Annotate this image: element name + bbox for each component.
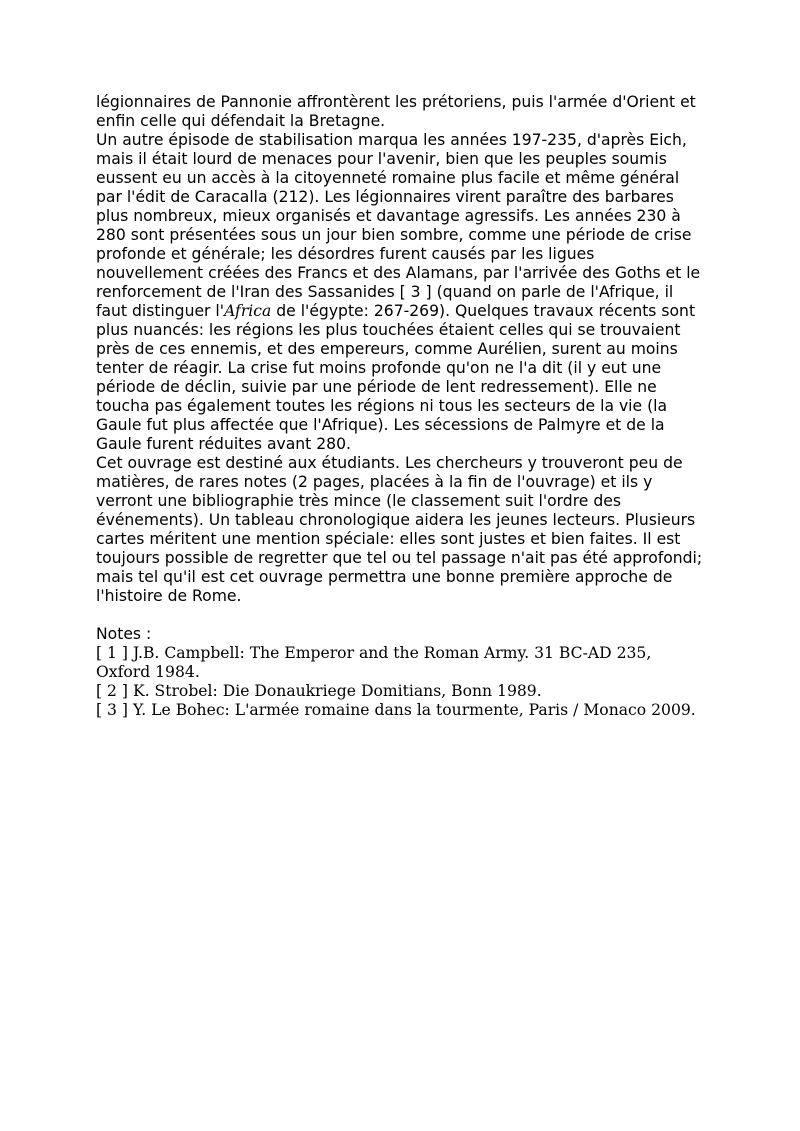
notes-section: [96, 625, 706, 720]
paragraph-2-text: Un autre épisode de stabilisation marqua les années 197-235, d'après Eich, mais il était lourd de menaces pour l'avenir, bien que les peuples soumis eussent eu un accès à la citoyenneté romaine plus facile et même général par l'édit de Caracalla (212). Les légionnaires virent paraître des barbares plus nombreux, mieux organisés et davantage agressifs. Les années 230 à 280 sont présentées sous un jour bien sombre, comme une période de crise profonde et générale; les désordres furent causés par les ligues nouvellement créées des Francs et des Alamans, par l'arrivée des Goths et le renforcement de l'Iran des Sassanides [ 3 ] (quand on parle de l'Afrique, il faut distinguer l': [96, 131, 701, 320]
paragraph-2-rest: de l'égypte: 267-269). Quelques travaux récents sont plus nuancés: les régions les plus touchées étaient celles qui se trouvaient près de ces ennemis, et des empereurs, comme Aurélien, surent au moins tenter de réagir. La crise fut moins profonde qu'on ne l'a dit (il y eut une période de déclin, suivie par une période de lent redressement). Elle ne toucha pas également toutes les régions ni tous les secteurs de la vie (la Gaule fut plus affectée que l'Afrique). Les sécessions de Palmyre et de la Gaule furent réduites avant 280.: [96, 302, 696, 453]
paragraph-2-italic: Africa: [224, 302, 272, 320]
paragraph-1: légionnaires de Pannonie affrontèrent les prétoriens, puis l'armée d'Orient et enfin celle qui défendait la Bretagne.: [96, 93, 696, 130]
paragraph-3: Cet ouvrage est destiné aux étudiants. Les chercheurs y trouveront peu de matières, de rares notes (2 pages, placées à la fin de l'ouvrage) et ils y verront une bibliographie très mince (le classement suit l'ordre des événements). Un tableau chronologique aidera les jeunes lecteurs. Plusieurs cartes méritent une mention spéciale: elles sont justes et bien faites. Il est toujours possible de regretter que tel ou tel passage n'ait pas été approfondi; mais tel qu'il est cet ouvrage permettra une bonne première approche de l'histoire de Rome.: [96, 454, 703, 605]
notes-heading: Notes :: [96, 625, 152, 643]
note-item-3: [ 3 ] Y. Le Bohec: L'armée romaine dans la tourmente, Paris / Monaco 2009.: [96, 701, 696, 719]
document-page: [96, 93, 706, 720]
note-item-2: [ 2 ] K. Strobel: Die Donaukriege Domitians, Bonn 1989.: [96, 682, 542, 700]
note-item-1: [ 1 ] J.B. Campbell: The Emperor and the Roman Army. 31 BC-AD 235, Oxford 1984.: [96, 644, 652, 681]
paragraph-2: [96, 131, 706, 454]
